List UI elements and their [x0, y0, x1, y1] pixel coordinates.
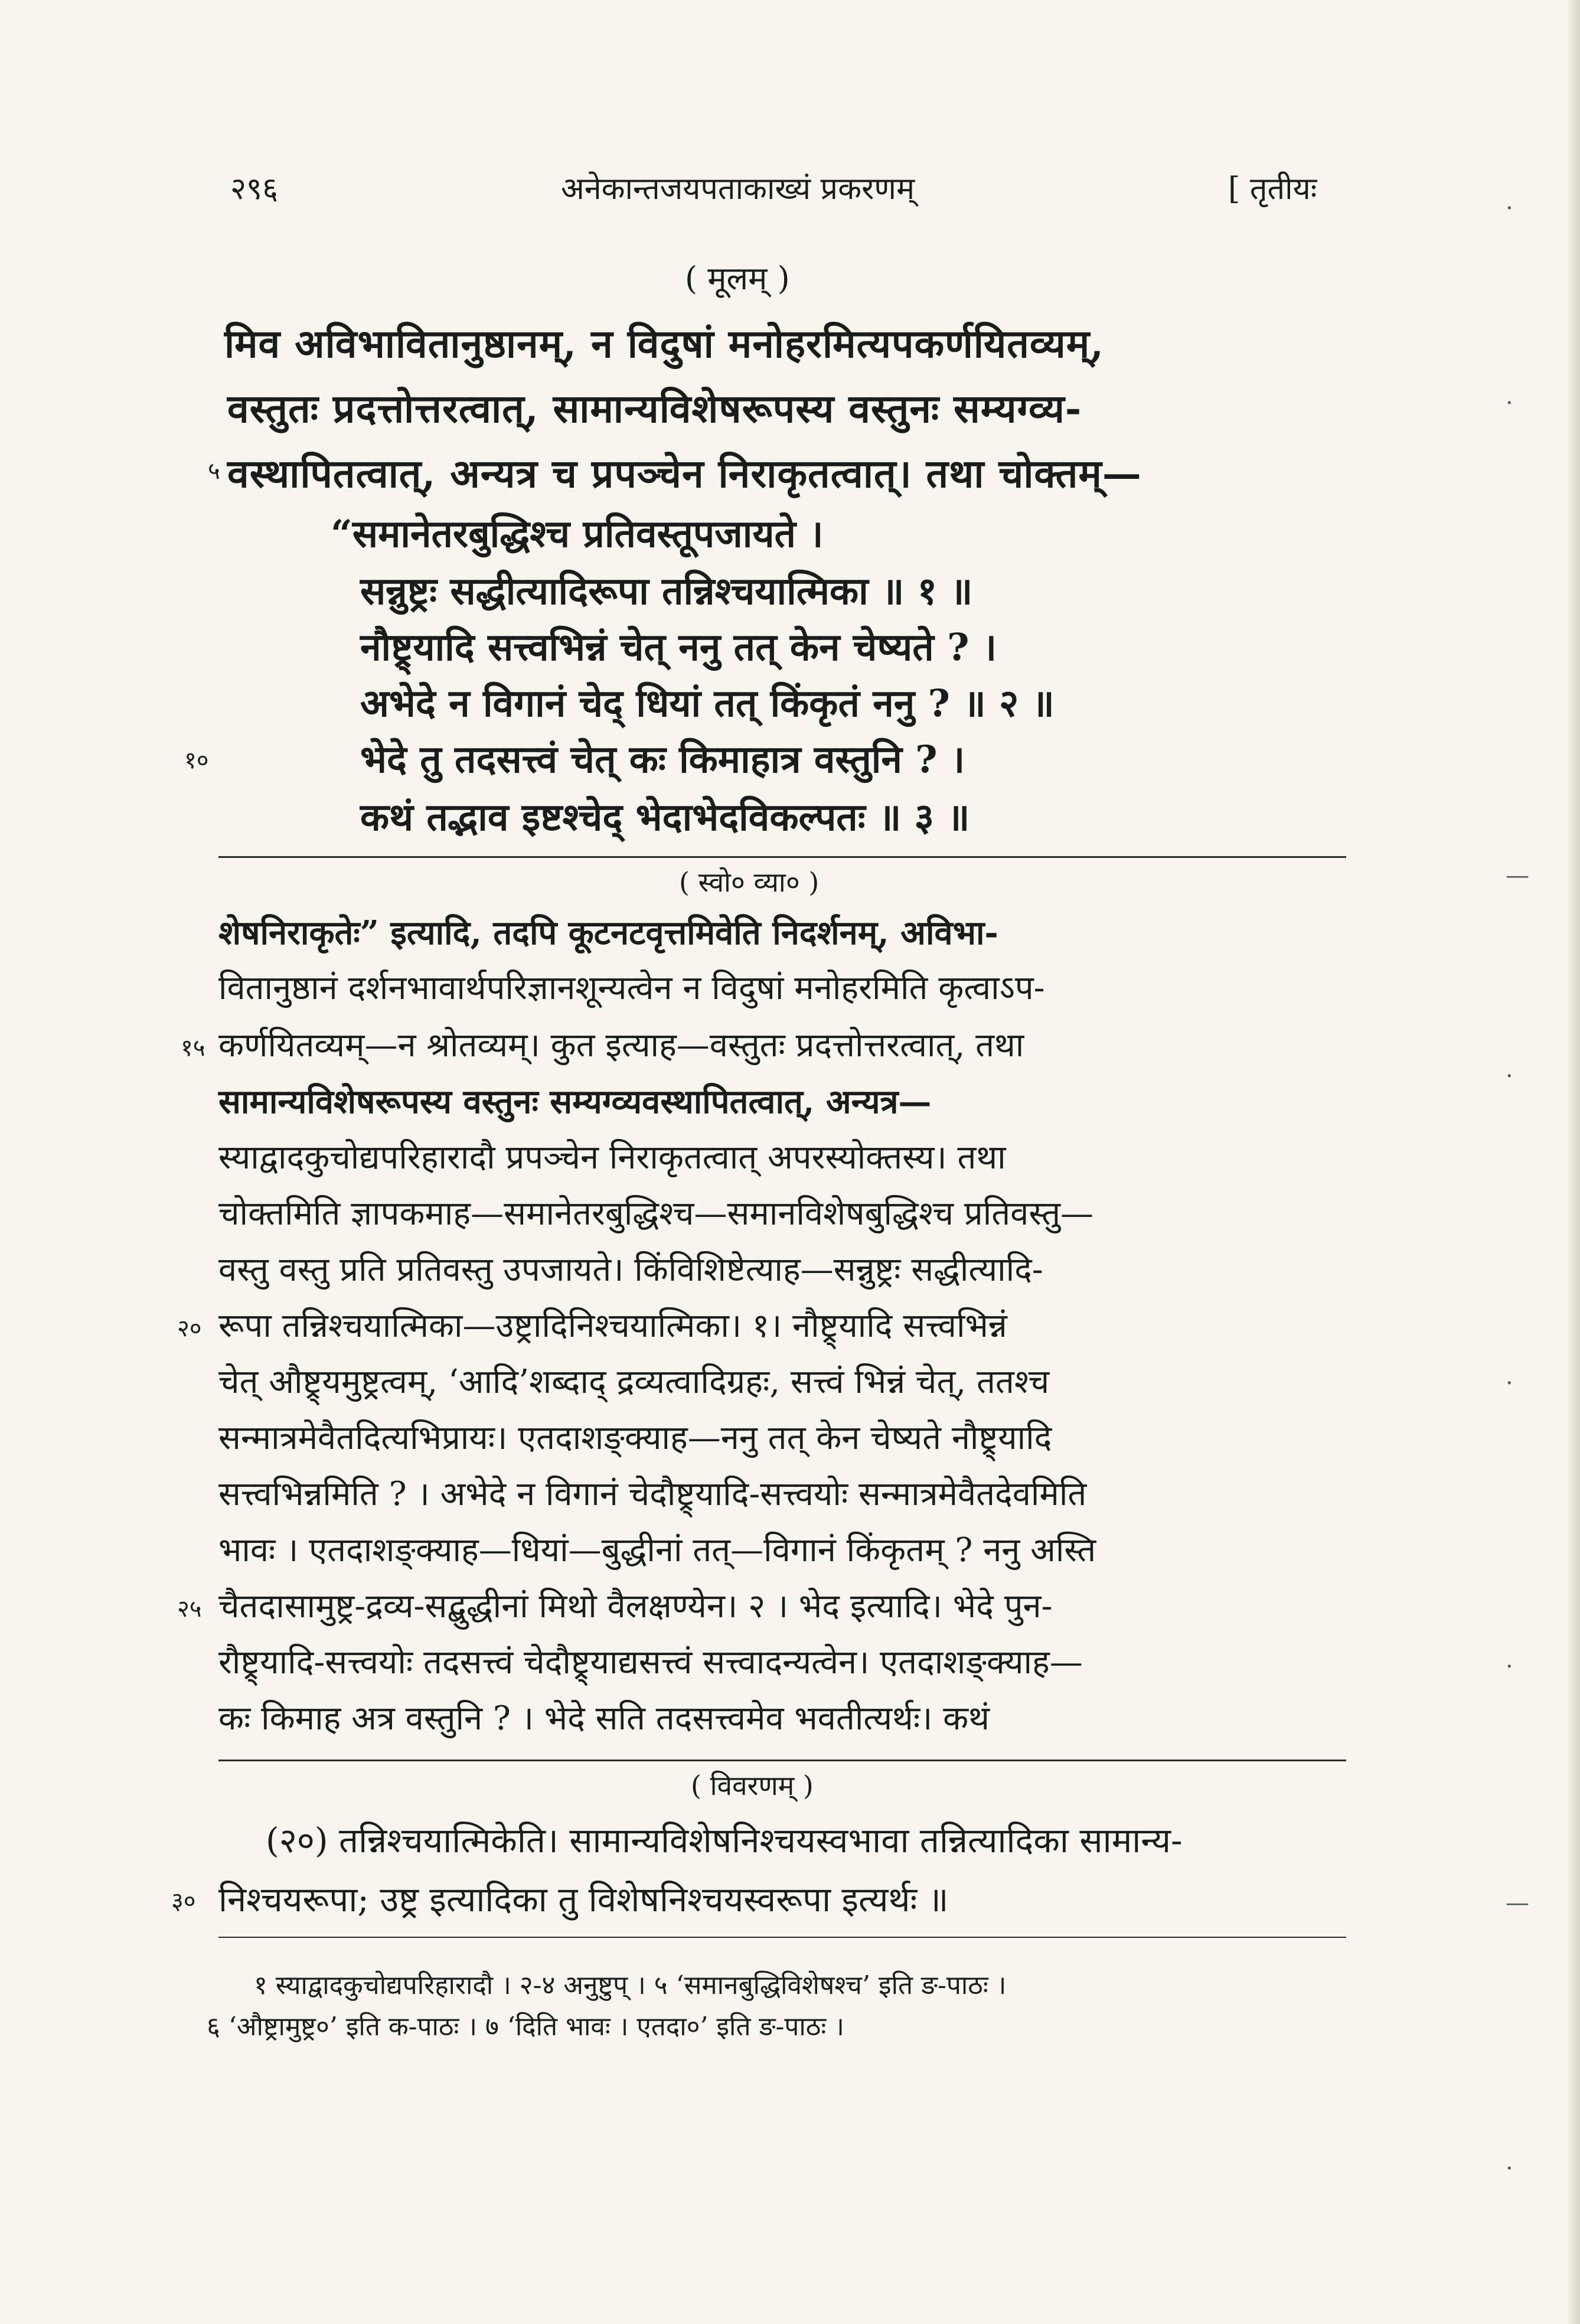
footnote-line: ६ ‘औष्ट्रामुष्ट्र०’ इति क-पाठः । ७ ‘दिति भावः । एतदा०’ इति ङ-पाठः । [207, 2012, 844, 2042]
scan-edge-shadow [1568, 0, 1580, 2324]
scan-bleed-marks: · · — · · · — · [1506, 195, 1529, 2182]
commentary-line: चैतदासामुष्ट्र-द्रव्य-सद्बुद्धीनां मिथो वैलक्षण्येन। २ । भेद इत्यादि। भेदे पुन- [218, 1587, 1053, 1626]
commentary-line: वस्तु वस्तु प्रति प्रतिवस्तु उपजायते। किंविशिष्टेत्याह—सन्नुष्ट्रः सद्धीत्यादि- [218, 1251, 1043, 1289]
vivarana-heading: ( विवरणम् ) [691, 1770, 814, 1801]
commentary-line: चेत् औष्ट्र्यमुष्ट्रत्वम्, ‘आदि’शब्दाद् द्रव्यत्वादिग्रहः, सत्त्वं भिन्नं चेत्, ततश्च [218, 1363, 1050, 1401]
line-number: ३० [171, 1888, 196, 1915]
commentary-line: वितानुष्ठानं दर्शनभावार्थपरिज्ञानशून्यत्वेन न विदुषां मनोहरमिति कृत्वाऽप- [218, 969, 1045, 1007]
running-title: अनेकान्तजयपताकाख्यं प्रकरणम् [561, 171, 915, 207]
line-number: २० [177, 1315, 202, 1342]
commentary-line: चोक्तमिति ज्ञापकमाह—समानेतरबुद्धिश्च—समानविशेषबुद्धिश्च प्रतिवस्तु— [218, 1194, 1094, 1233]
section-divider [218, 856, 1346, 858]
commentary-line: स्याद्वादकुचोद्यपरिहारादौ प्रपञ्चेन निराकृतत्वात् अपरस्योक्तस्य। तथा [218, 1138, 1006, 1177]
commentary-line: कः किमाह अत्र वस्तुनि ? । भेदे सति तदसत्त्वमेव भवतीत्यर्थः। कथं [218, 1699, 990, 1738]
line-number: १० [184, 747, 209, 774]
commentary-line: सन्मात्रमेवैतदित्यभिप्रायः। एतदाशङ्क्याह—ननु तत् केन चेष्यते नौष्ट्र्यादि [218, 1419, 1052, 1457]
commentary-line: कर्णयितव्यम्—न श्रोतव्यम्। कुत इत्याह—वस्तुतः प्रदत्तोत्तरत्वात्, तथा [218, 1026, 1024, 1065]
verse-line: भेदे तु तदसत्त्वं चेत् कः किमाहात्र वस्तुनि ? । [360, 737, 965, 782]
verse-line: अभेदे न विगानं चेद् धियां तत् किंकृतं ननु ? ॥ २ ॥ [360, 681, 1055, 726]
commentary-line: रूपा तन्निश्चयात्मिका—उष्ट्रादिनिश्चयात्मिका। १। नौष्ट्र्यादि सत्त्वभिन्नं [218, 1307, 1007, 1345]
section-label: [ तृतीयः [1228, 171, 1317, 207]
commentary-line: सामान्यविशेषरूपस्य वस्तुनः सम्यग्व्यवस्थापितत्वात्, अन्यत्र— [218, 1082, 932, 1121]
line-number: १५ [181, 1034, 205, 1062]
commentary-line: सत्त्वभिन्नमिति ? । अभेदे न विगानं चेदौष्ट्र्यादि-सत्त्वयोः सन्मात्रमेवैतदेवमिति [218, 1475, 1087, 1513]
mula-heading: ( मूलम् ) [685, 260, 790, 297]
verse-line: “समानेतरबुद्धिश्च प्रतिवस्तूपजायते । [331, 512, 824, 556]
vivarana-line: (२०) तन्निश्चयात्मिकेति। सामान्यविशेषनिश्चयस्वभावा तन्नित्यादिका सामान्य- [266, 1820, 1183, 1860]
mula-line: मिव अविभावितानुष्ठानम्, न विदुषां मनोहरमित्यपकर्णयितव्यम्, [224, 321, 1105, 367]
commentary-line: शेषनिराकृतेः” इत्यादि, तदपि कूटनटवृत्तमिवेति निदर्शनम्, अविभा- [218, 913, 998, 952]
line-number: २५ [177, 1595, 202, 1623]
verse-line: कथं तद्भाव इष्टश्चेद् भेदाभेदविकल्पतः ॥ ३ ॥ [360, 795, 970, 840]
commentary-heading: ( स्वो० व्या० ) [679, 866, 820, 898]
verse-line: सन्नुष्ट्रः सद्धीत्यादिरूपा तन्निश्चयात्मिका ॥ १ ॥ [360, 569, 973, 613]
mula-line: वस्तुतः प्रदत्तोत्तरत्वात्, सामान्यविशेषरूपस्य वस्तुनः सम्यग्व्य- [227, 386, 1082, 432]
vivarana-line: निश्चयरूपा; उष्ट्र इत्यादिका तु विशेषनिश्चयस्वरूपा इत्यर्थः ॥ [218, 1879, 949, 1920]
section-divider [218, 1760, 1346, 1761]
commentary-line: भावः । एतदाशङ्क्याह—धियां—बुद्धीनां तत्—विगानं किंकृतम् ? ननु अस्ति [218, 1531, 1096, 1569]
page-number: २९६ [230, 171, 279, 207]
verse-line: नौष्ट्र्यादि सत्त्वभिन्नं चेत् ननु तत् केन चेष्यते ? । [360, 625, 997, 670]
line-number: ५ [208, 458, 220, 485]
mula-line: वस्थापितत्वात्, अन्यत्र च प्रपञ्चेन निराकृतत्वात्। तथा चोक्तम्— [227, 451, 1142, 497]
footnote-divider [218, 1937, 1346, 1938]
footnote-line: १ स्याद्वादकुचोद्यपरिहारादौ । २-४ अनुष्टुप् । ५ ‘समानबुद्धिविशेषश्च’ इति ङ-पाठः । [254, 1970, 1007, 2000]
commentary-line: रौष्ट्र्यादि-सत्त्वयोः तदसत्त्वं चेदौष्ट्र्याद्यसत्त्वं सत्त्वादन्यत्वेन। एतदाशङ्क्याह— [218, 1643, 1083, 1682]
